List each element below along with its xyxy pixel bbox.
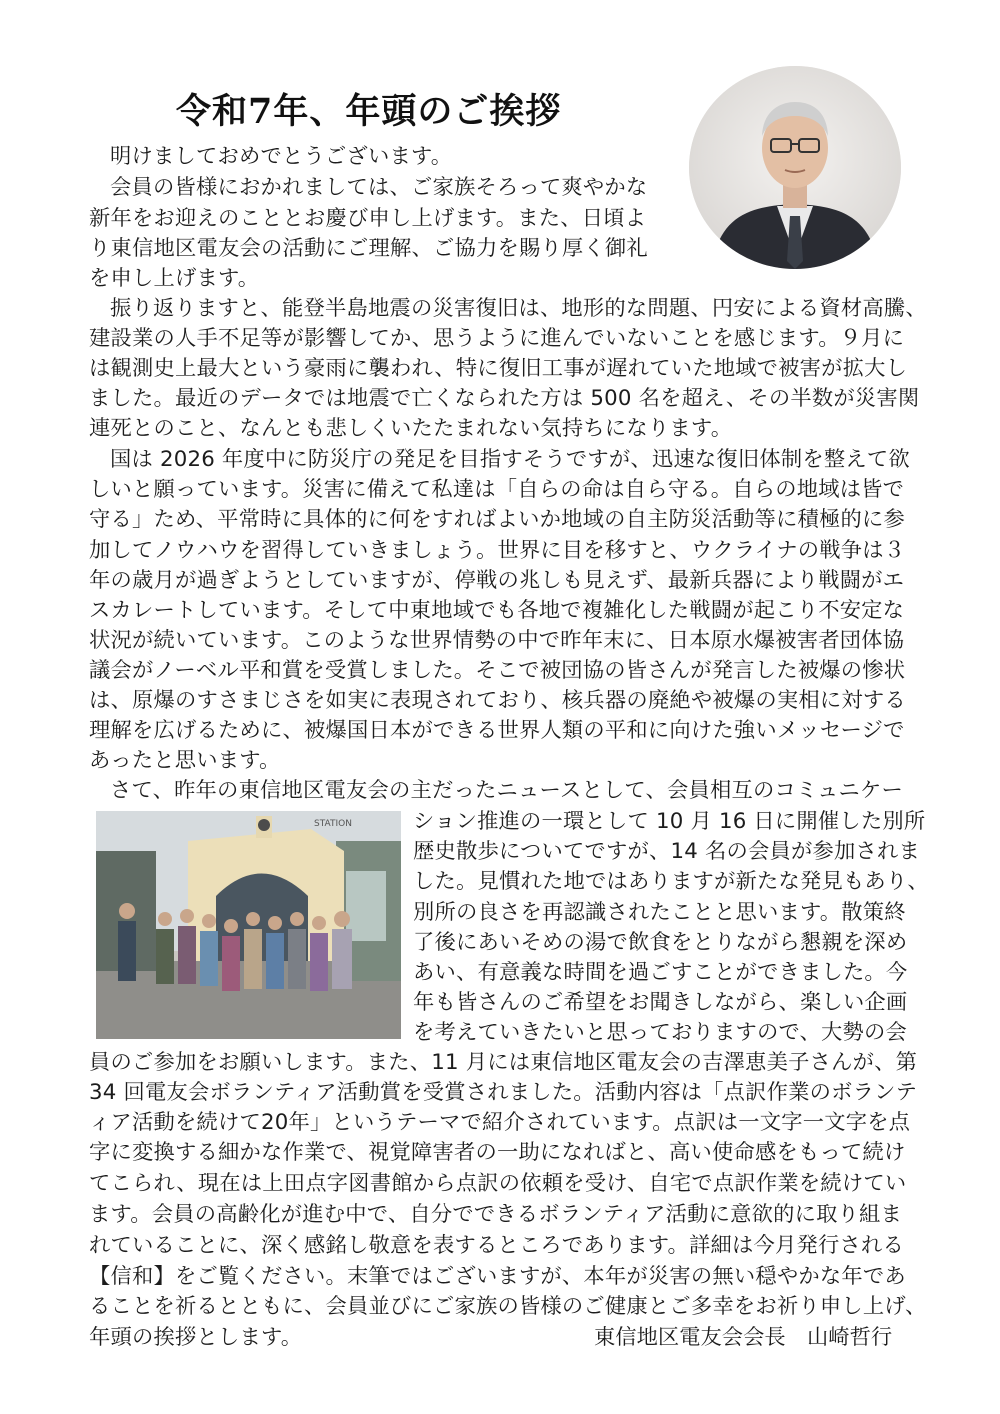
author-signature: 東信地区電友会会長 山崎哲行: [594, 1325, 893, 1350]
body-line: 34 回電友会ボランティア活動賞を受賞されました。活動内容は「点訳作業のボランテ: [89, 1080, 918, 1105]
body-line: 加してノウハウを習得していきましょう。世界に目を移すと、ウクライナの戦争は３: [89, 538, 906, 563]
body-line: り東信地区電友会の活動にご理解、ご協力を賜り厚く御礼: [89, 236, 648, 261]
body-line: さて、昨年の東信地区電友会の主だったニュースとして、会員相互のコミュニケー: [110, 778, 904, 803]
body-line: 員のご参加をお願いします。また、11 月には東信地区電友会の吉澤恵美子さんが、第: [89, 1050, 918, 1075]
body-line: ィア活動を続けて20年」というテーマで紹介されています。点訳は一文字一文字を点: [89, 1110, 911, 1135]
body-line: あい、有意義な時間を過ごすことができました。今: [413, 960, 908, 985]
body-line: 国は 2026 年度中に防災庁の発足を目指すそうですが、迅速な復旧体制を整えて欲: [110, 447, 910, 472]
body-line: 明けましておめでとうございます。: [110, 144, 453, 169]
body-line: 守る」ため、平常時に具体的に何をすればよいか地域の自主防災活動等に積極的に参: [89, 507, 906, 532]
body-line: 振り返りますと、能登半島地震の災害復旧は、地形的な問題、円安による資材高騰、: [110, 296, 927, 321]
body-line: を申し上げます。: [89, 266, 260, 291]
body-line: した。見慣れた地ではありますが新たな発見もあり、: [413, 869, 929, 894]
body-line: は観測史上最大という豪雨に襲われ、特に復旧工事が遅れていた地域で被害が拡大し: [89, 356, 908, 381]
body-line: ました。最近のデータでは地震で亡くなられた方は 500 名を超え、その半数が災害関: [89, 386, 920, 411]
body-line: あったと思います。: [89, 748, 281, 773]
body-line: を考えていきたいと思っておりますので、大勢の会: [413, 1020, 908, 1045]
station-sign-text: STATION: [314, 819, 352, 829]
body-line: 歴史散歩についてですが、14 名の会員が参加されま: [413, 839, 920, 864]
body-line: 会員の皆様におかれましては、ご家族そろって爽やかな: [110, 175, 648, 200]
body-line: しいと願っています。災害に備えて私達は「自らの命は自ら守る。自らの地域は皆で: [89, 477, 905, 502]
body-line: 了後にあいそめの湯で飲食をとりながら懇親を深め: [413, 930, 908, 955]
body-line: は、原爆のすさまじさを如実に表現されており、核兵器の廃絶や被爆の実相に対する: [89, 688, 906, 713]
group-photo-at-station: [96, 811, 401, 1039]
body-line: れていることに、深く感銘し敬意を表するところであります。詳細は今月発行される: [89, 1233, 904, 1258]
chairman-portrait-photo: [689, 66, 901, 269]
body-line: 【信和】をご覧ください。末筆ではございますが、本年が災害の無い穏やかな年であ: [89, 1264, 906, 1289]
page-title: 令和7年、年頭のご挨拶: [176, 91, 562, 132]
body-line: ション推進の一環として 10 月 16 日に開催した別所: [413, 809, 926, 834]
body-line: ることを祈るとともに、会員並びにご家族の皆様のご健康とご多幸をお祈り申し上げ、: [89, 1294, 927, 1319]
body-line: 字に変換する細かな作業で、視覚障害者の一助になればと、高い使命感をもって続け: [89, 1140, 906, 1165]
body-line: 建設業の人手不足等が影響してか、思うように進んでいないことを感じます。９月に: [89, 326, 905, 351]
body-line: 議会がノーベル平和賞を受賞しました。そこで被団協の皆さんが発言した被爆の惨状: [89, 658, 906, 683]
body-line: スカレートしています。そして中東地域でも各地で複雑化した戦闘が起こり不安定な: [89, 598, 905, 623]
body-line: てこられ、現在は上田点字図書館から点訳の依頼を受け、自宅で点訳作業を続けてい: [89, 1171, 907, 1196]
body-line: 別所の良さを再認識されたことと思います。散策終: [413, 900, 906, 925]
body-line: 連死とのこと、なんとも悲しくいたたまれない気持ちになります。: [89, 416, 733, 441]
body-line: 状況が続いています。このような世界情勢の中で昨年末に、日本原水爆被害者団体協: [89, 628, 905, 653]
body-line: ます。会員の高齢化が進む中で、自分でできるボランティア活動に意欲的に取り組ま: [89, 1202, 903, 1227]
body-line: 理解を広げるために、被爆国日本ができる世界人類の平和に向けた強いメッセージで: [89, 718, 905, 743]
body-line: 年の歳月が過ぎようとしていますが、停戦の兆しも見えず、最新兵器により戦闘がエ: [89, 568, 905, 593]
body-line: 新年をお迎えのこととお慶び申し上げます。また、日頃よ: [89, 206, 647, 231]
body-line: 年も皆さんのご希望をお聞きしながら、楽しい企画: [413, 990, 908, 1015]
body-line: 年頭の挨拶とします。: [89, 1325, 303, 1350]
